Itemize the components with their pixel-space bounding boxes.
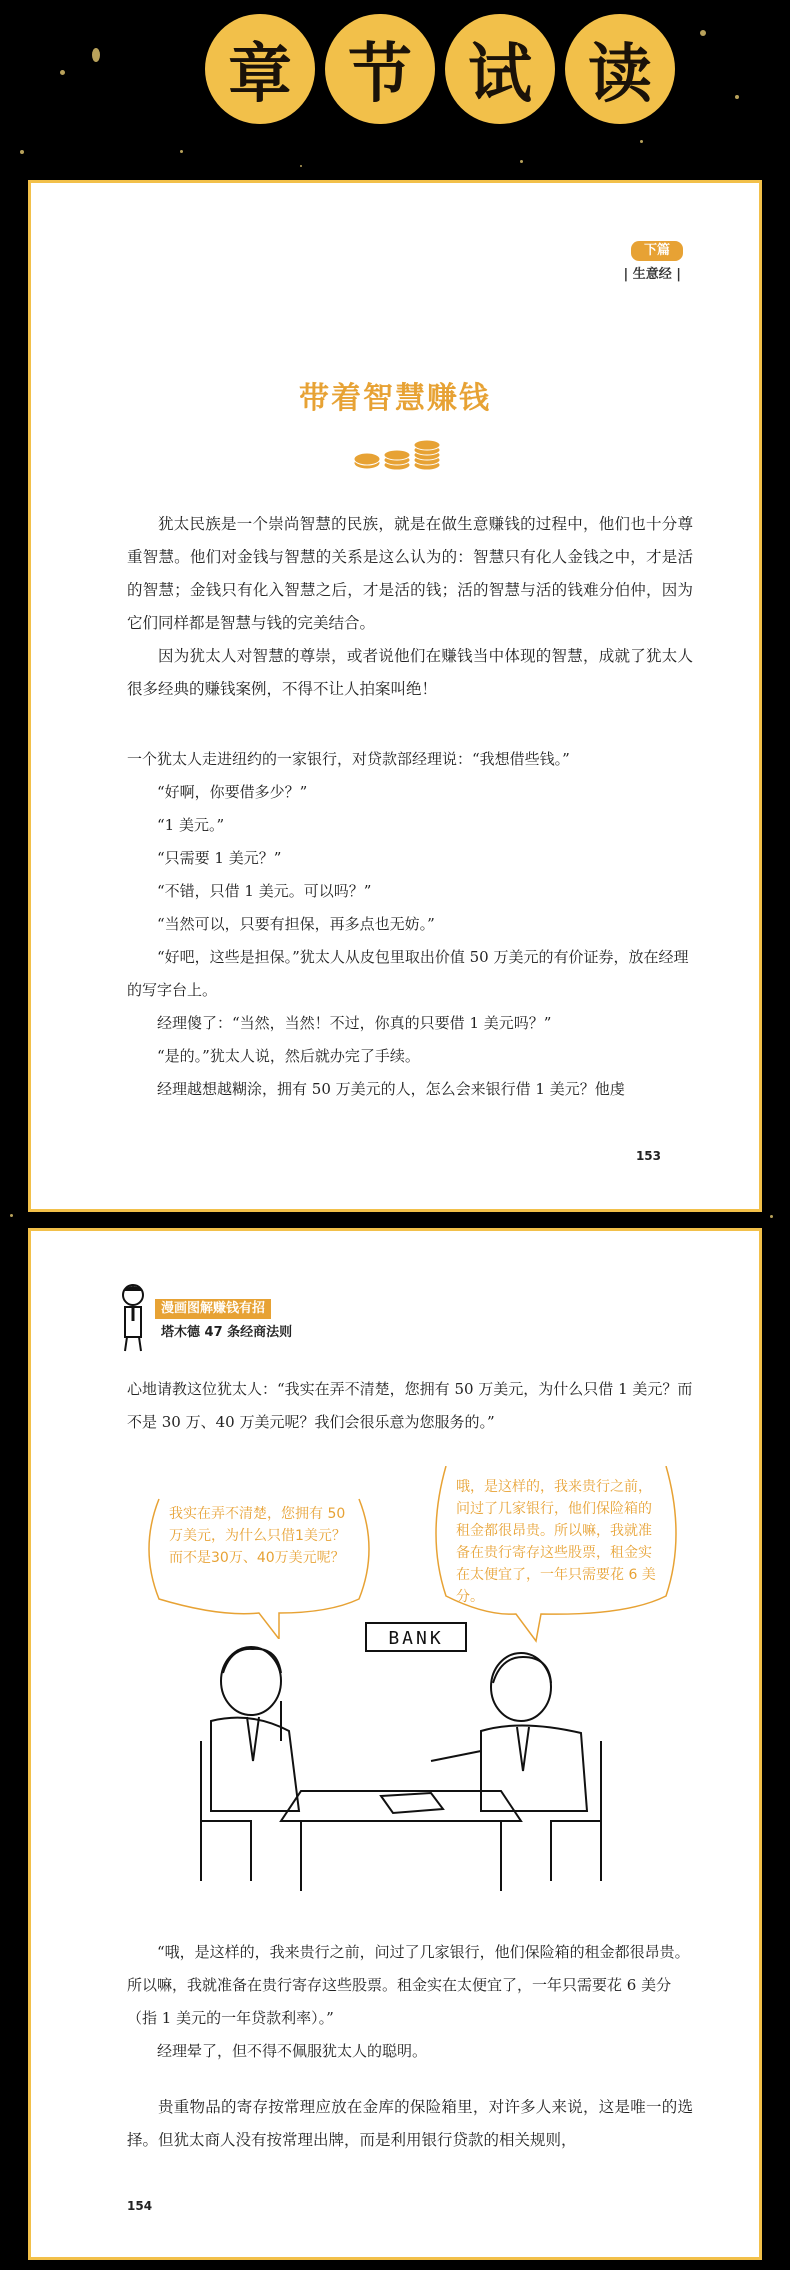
story-line-5: “不错，只借 1 美元。可以吗？” — [157, 882, 372, 900]
book-page-153 — [28, 180, 762, 1212]
story-line-9: “是的。”犹太人说，然后就办完了手续。 — [157, 1047, 420, 1065]
story-line-7: “好吧，这些是担保。”犹太人从皮包里取出价值 50 万美元的有价证券，放在经理的写字台上。 — [127, 948, 689, 999]
story-line-6: “当然可以，只要有担保，再多点也无妨。” — [157, 915, 435, 933]
story-text — [127, 743, 693, 1106]
bank-sign: BANK — [388, 1628, 444, 1649]
analysis-paragraph: 贵重物品的寄存按常理应放在金库的保险箱里，对许多人来说，这是唯一的选择。但犹太商人没有按常理出牌，而是利用银行贷款的相关规则， — [127, 2098, 693, 2149]
section-subtitle: | 生意经 | — [623, 267, 681, 282]
intro-text — [127, 508, 693, 706]
story-ending: 经理晕了，但不得不佩服犹太人的聪明。 — [157, 2042, 428, 2060]
story-line-1: 一个犹太人走进纽约的一家银行，对贷款部经理说：“我想借些钱。” — [127, 750, 570, 768]
banner-char-3: 试 — [445, 14, 555, 124]
book-header — [115, 1281, 335, 1353]
story-line-4: “只需要 1 美元？” — [157, 849, 282, 867]
story-line-2: “好啊，你要借多少？” — [157, 783, 308, 801]
chapter-preview-banner — [0, 14, 790, 124]
bank-scene-illustration — [181, 1621, 621, 1901]
story-line-8: 经理傻了：“当然，当然！不过，你真的只要借 1 美元吗？” — [157, 1014, 552, 1032]
book-page-154 — [28, 1228, 762, 2260]
banner-char-4: 读 — [565, 14, 675, 124]
intro-paragraph-2: 因为犹太人对智慧的尊崇，或者说他们在赚钱当中体现的智慧，成就了犹太人很多经典的赚钱案例，不得不让人拍案叫绝！ — [127, 647, 693, 698]
story-line-3: “1 美元。” — [157, 816, 225, 834]
coins-icon — [353, 435, 445, 471]
intro-paragraph-1: 犹太民族是一个崇尚智慧的民族，就是在做生意赚钱的过程中，他们也十分尊重智慧。他们对金钱与智慧的关系是这么认为的：智慧只有化人金钱之中，才是活的智慧；金钱只有化入智慧之后，才是活的钱；活的智慧与活的钱难分伯仲，因为它们同样都是智慧与钱的完美结合。 — [127, 515, 693, 632]
story-continued — [127, 1936, 693, 2068]
banner-char-1: 章 — [205, 14, 315, 124]
analysis-text — [127, 2091, 693, 2157]
book-series-title: 漫画图解赚钱有招 — [155, 1299, 271, 1319]
banner-char-2: 节 — [325, 14, 435, 124]
story-response: “哦，是这样的，我来贵行之前，问过了几家银行，他们保险箱的租金都很昂贵。所以嘛，我就准备在贵行寄存这些股票。租金实在太便宜了，一年只需要花 6 美分（指 1 美元的一年贷款利率）。” — [127, 1943, 690, 2027]
section-badge: 下篇 — [631, 241, 683, 261]
man-icon — [115, 1281, 159, 1353]
bubble-text-right: 哦，是这样的，我来贵行之前，问过了几家银行，他们保险箱的租金都很昂贵。所以嘛，我就准备在贵行寄存这些股票，租金实在太便宜了，一年只需要花 6 美分。 — [456, 1479, 656, 1605]
bubble-text-left: 我实在弄不清楚，您拥有 50 万美元，为什么只借1美元？而不是30万、40万美元呢？ — [169, 1506, 346, 1566]
continued-paragraph: 心地请教这位犹太人：“我实在弄不清楚，您拥有 50 万美元，为什么只借 1 美元？而不是 30 万、40 万美元呢？我们会很乐意为您服务的。” — [127, 1380, 693, 1431]
continued-text — [127, 1373, 693, 1439]
page-number: 154 — [127, 2199, 153, 2213]
book-subtitle: 塔木德 47 条经商法则 — [161, 1325, 293, 1340]
page-number: 153 — [635, 1149, 661, 1163]
chapter-title: 带着智慧赚钱 — [299, 381, 491, 416]
story-line-10: 经理越想越糊涂，拥有 50 万美元的人，怎么会来银行借 1 美元？他虔 — [157, 1080, 625, 1098]
